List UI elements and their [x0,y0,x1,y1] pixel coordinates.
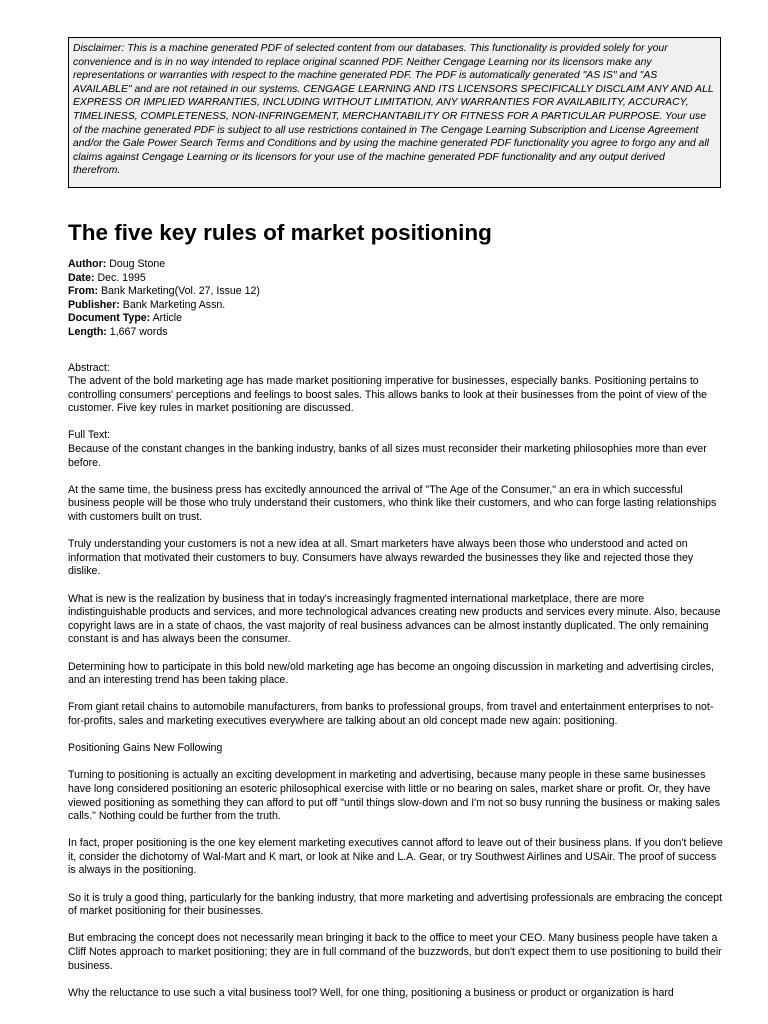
meta-date-label: Date: [68,271,95,284]
full-text-first-paragraph: Because of the constant changes in the banking industry, banks of all sizes must reconsider their marketing philosophies more than ever before. [68,443,707,469]
body-paragraph: Determining how to participate in this bold new/old marketing age has become an ongoing discussion in marketing and advertising circles, and an interesting trend has been taking place. [68,660,714,687]
meta-author [68,258,724,272]
body-paragraph: So it is truly a good thing, particularly for the banking industry, that more marketing and advertising professionals are embracing the concept of market positioning for their businesses. [68,891,723,918]
article-title: The five key rules of market positioning [68,219,492,245]
disclaimer-box [68,37,721,188]
full-text-label: Full Text: [68,429,111,442]
section-heading: Positioning Gains New Following [68,742,223,755]
abstract [68,362,724,416]
meta-document-type-value: Article [152,312,183,325]
body-paragraph: But embracing the concept does not necessarily mean bringing it back to the office to meet your CEO. Many business people have taken a Cliff Notes approach to market positioning; they are in full command of the buzzwords, but don't expect them to use positioning to build their business. [68,932,722,972]
article-body [68,362,724,1001]
article-metadata [68,258,724,340]
meta-date [68,272,724,286]
meta-document-type [68,312,724,326]
meta-length [68,326,724,340]
meta-publisher-value: Bank Marketing Assn. [122,298,226,311]
abstract-text: The advent of the bold marketing age has made market positioning imperative for businesses, especially banks. Positioning pertains to controlling consumers' perceptions and feelings to boost sales. This allows banks to look at their businesses from the point of view of the customer. Five key rules in market positioning are discussed. [68,375,707,415]
meta-from-label: From: [68,285,99,298]
abstract-label: Abstract: [68,361,110,374]
meta-publisher-label: Publisher: [68,298,120,311]
full-text-intro [68,429,724,470]
meta-author-label: Author: [68,257,107,270]
meta-publisher [68,299,724,313]
meta-from-value: Bank Marketing(Vol. 27, Issue 12) [100,285,260,298]
body-paragraph: Truly understanding your customers is not a new idea at all. Smart marketers have always been those who understood and acted on information that motivated their customers to buy. Consumers have always rewarded the businesses they like and rejected those they dislike. [68,538,694,578]
body-paragraph: Why the reluctance to use such a vital business tool? Well, for one thing, positioning a business or product or organization is hard [68,986,674,999]
meta-document-type-label: Document Type: [68,312,151,325]
document-page [68,37,724,1014]
meta-length-value: 1,667 words [109,325,168,338]
meta-date-value: Dec. 1995 [97,271,146,284]
meta-author-value: Doug Stone [109,257,166,270]
body-paragraph: From giant retail chains to automobile manufacturers, from banks to professional groups, from travel and entertainment enterprises to not-for-profits, sales and marketing executives everywhere are talking about an old concept made new again: positioning. [68,701,714,727]
disclaimer-text: Disclaimer: This is a machine generated PDF of selected content from our databases. This functionality is provided solely for your convenience and is in no way intended to replace original scanned PDF. Neither Cengage Learning nor its licensors make any representations or warranties with respect to the machine generated PDF. The PDF is automatically generated "AS IS" and "AS AVAILABLE" and are not retained in our systems. CENGAGE LEARNING AND ITS LICENSORS SPECIFICALLY DISCLAIM ANY AND ALL EXPRESS OR IMPLIED WARRANTIES, INCLUDING WITHOUT LIMITATION, ANY WARRANTIES FOR AVAILABILITY, ACCURACY, TIMELINESS, COMPLETENESS, NON-INFRINGEMENT, MERCHANTABILITY OR FITNESS FOR A PARTICULAR PURPOSE. Your use of the machine generated PDF is subject to all use restrictions contained in The Cengage Learning Subscription and License Agreement and/or the Gale Power Search Terms and Conditions and by using the machine generated PDF functionality you agree to forgo any and all claims against Cengage Learning or its licensors for your use of the machine generated PDF functionality and any output derived therefrom. [73,43,714,177]
body-paragraph: At the same time, the business press has excitedly announced the arrival of "The Age of the Consumer," an era in which successful business people will be those who truly understand their customers, who think like their customers, and who can forge lasting relationships with customers built on trust. [68,483,717,524]
body-paragraph: In fact, proper positioning is the one key element marketing executives cannot afford to leave out of their business plans. If you don't believe it, consider the dichotomy of Wal-Mart and K mart, or look at Nike and L.A. Gear, or try Southwest Airlines and USAir. The proof of success is always in the positioning. [68,837,723,877]
body-paragraph: What is new is the realization by business that in today's increasingly fragmented international marketplace, there are more indistinguishable products and services, and more technological advances creating new products and services every minute. Also, because copyright laws are in a state of chaos, the vast majority of real business advances can be almost instantly duplicated. The only remaining constant is and has always been the consumer. [68,592,721,646]
body-paragraph: Turning to positioning is actually an exciting development in marketing and advertising, because many people in these same businesses have long considered positioning an esoteric philosophical exercise with little or no bearing on sales, market share or profit. Or, they have viewed positioning as something they can afford to put off "until things slow-down and I'm not so busy running the business or making sales calls." Nothing could be further from the truth. [68,769,720,823]
meta-length-label: Length: [68,325,107,338]
meta-from [68,285,724,299]
